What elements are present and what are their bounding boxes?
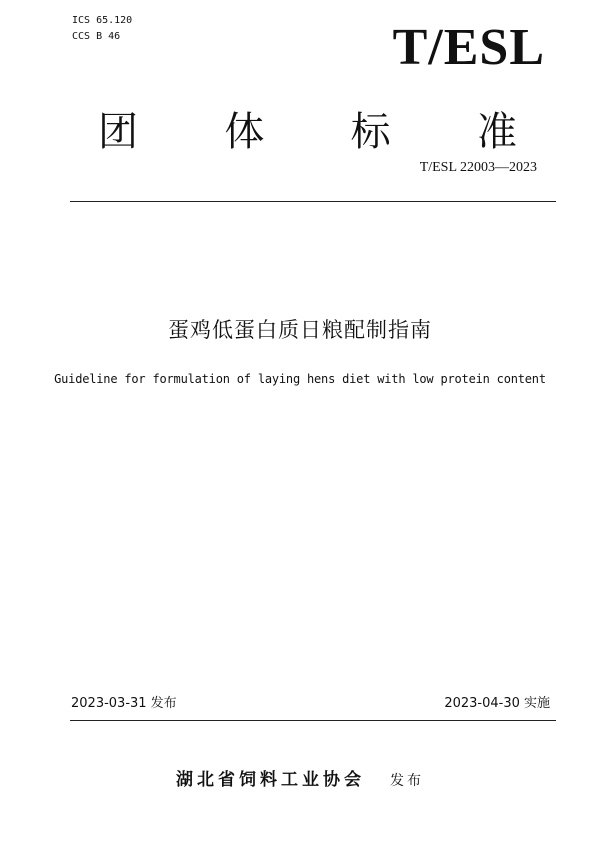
implementation-date: 2023-04-30 实施 xyxy=(444,696,550,711)
standard-type-heading xyxy=(70,108,545,156)
standard-type-char: 标 xyxy=(350,109,391,155)
standard-number: T/ESL 22003—2023 xyxy=(419,160,537,175)
standard-logo: T/ESL xyxy=(392,19,545,76)
document-title-english: Guideline for formulation of laying hens diet with low protein content xyxy=(54,372,546,386)
publish-label: 发布 xyxy=(390,773,425,789)
standard-type-char: 准 xyxy=(476,109,517,155)
document-title-chinese: 蛋鸡低蛋白质日粮配制指南 xyxy=(168,318,432,342)
standard-type-char: 体 xyxy=(224,109,265,155)
bottom-divider xyxy=(70,720,556,721)
ics-code: ICS 65.120 xyxy=(72,15,133,26)
publisher-name: 湖北省饲料工业协会 xyxy=(175,770,365,790)
publisher-line xyxy=(0,768,600,793)
top-divider xyxy=(70,201,556,202)
ccs-code: CCS B 46 xyxy=(72,31,121,42)
issue-date: 2023-03-31 发布 xyxy=(71,696,177,711)
standard-type-char: 团 xyxy=(98,109,138,155)
